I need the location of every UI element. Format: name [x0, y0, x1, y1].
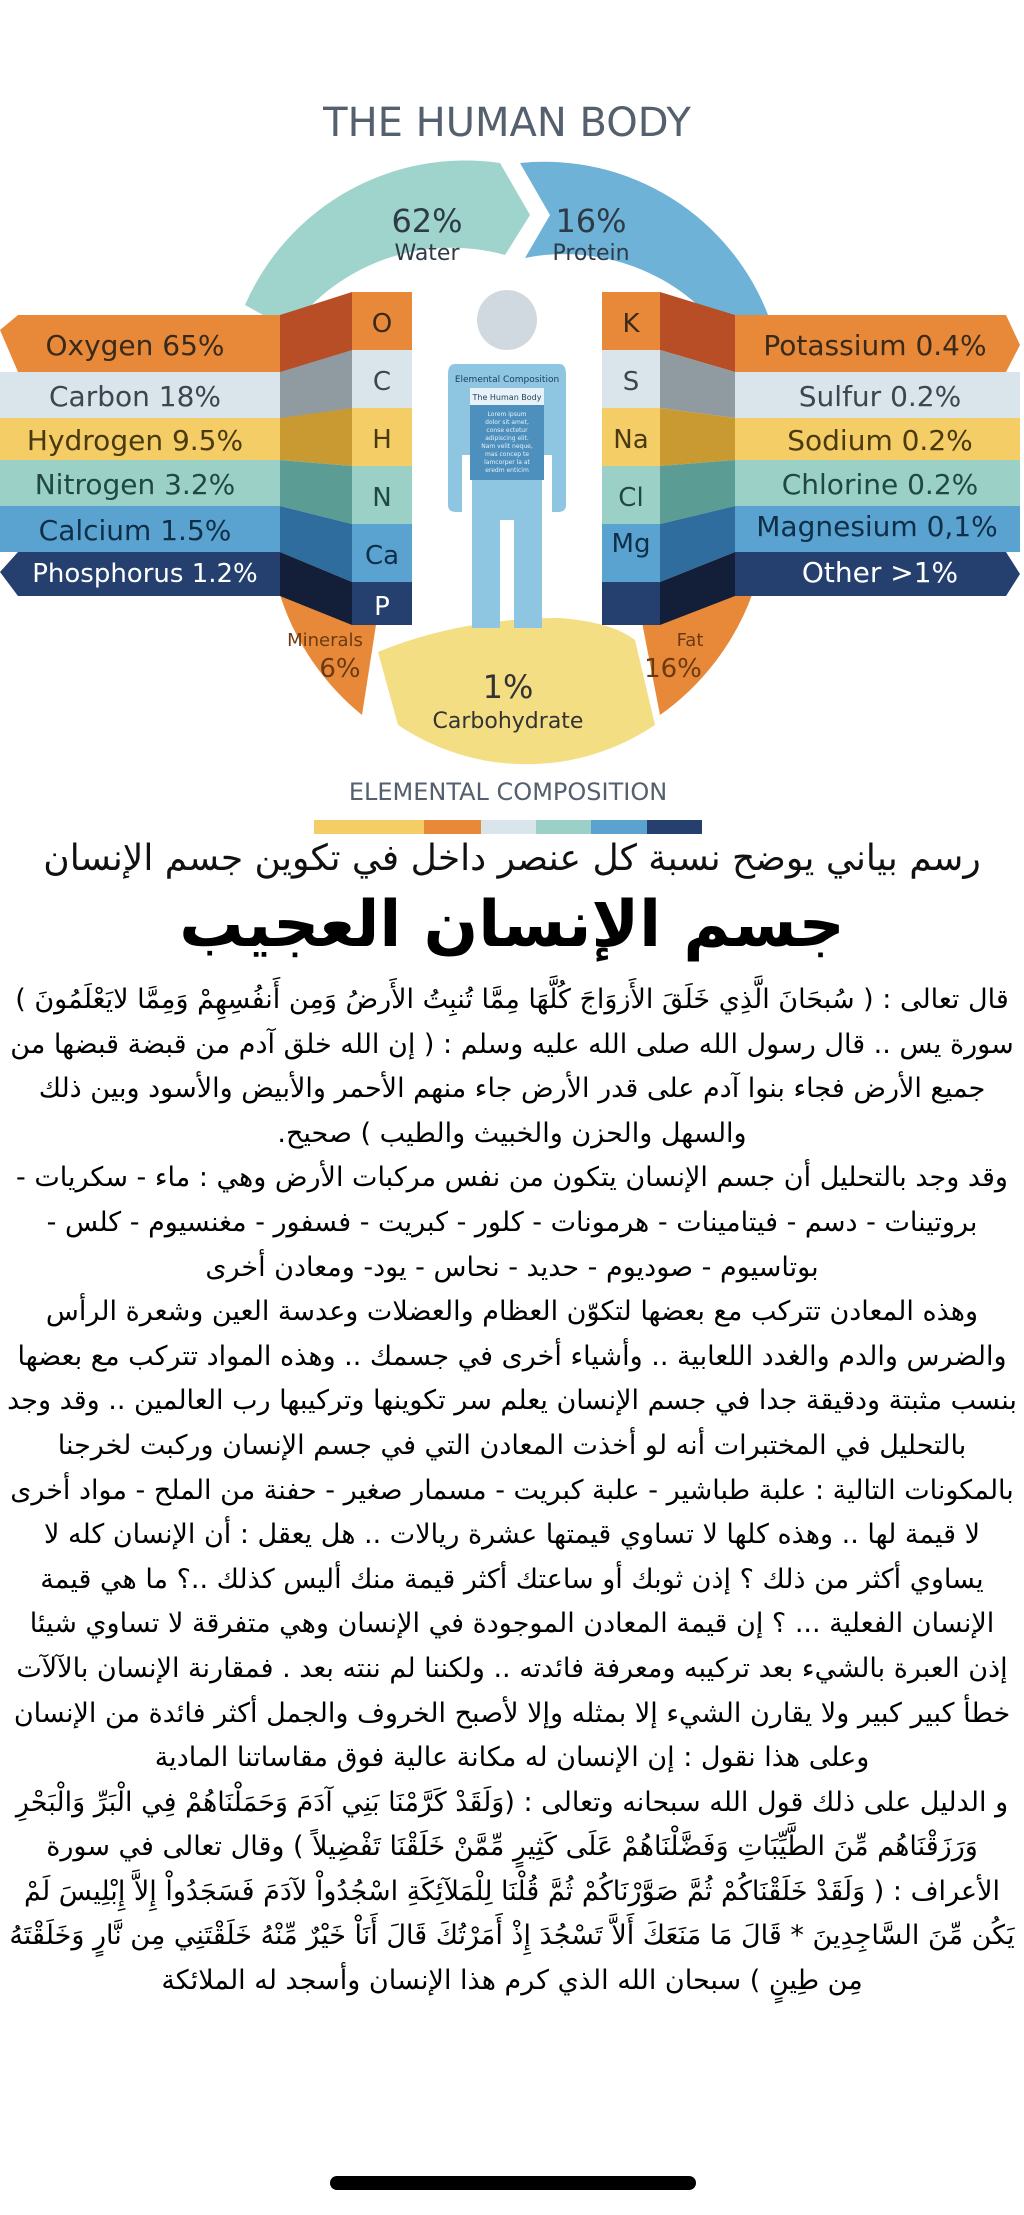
- carbohydrate-value: 1%: [482, 668, 534, 706]
- symbol-calcium: Ca: [364, 541, 400, 571]
- water-label: Water: [394, 241, 460, 266]
- label-phosphorus: Phosphorus 1.2%: [32, 559, 258, 589]
- minerals-value: 6%: [319, 654, 361, 684]
- symbol-oxygen: O: [371, 309, 393, 339]
- label-hydrogen: Hydrogen 9.5%: [26, 424, 244, 457]
- figure-box-line: dolor sit amet,: [485, 419, 529, 426]
- protein-label: Protein: [552, 241, 630, 266]
- label-potassium: Potassium 0.4%: [763, 329, 987, 362]
- label-magnesium: Magnesium 0,1%: [756, 510, 998, 543]
- figure-head: [477, 290, 537, 350]
- infographic-caption: رسم بياني يوضح نسبة كل عنصر داخل في تكوين جسم الإنسان: [43, 838, 981, 879]
- legend-color-strip: [314, 820, 702, 834]
- figure-chest-label: Elemental Composition: [454, 375, 560, 385]
- label-calcium: Calcium 1.5%: [38, 514, 232, 547]
- symbol-sulfur: S: [622, 367, 640, 397]
- fat-value: 16%: [644, 654, 702, 684]
- article-body: [6, 978, 1018, 2004]
- symbol-carbon: C: [372, 367, 392, 397]
- label-nitrogen: Nitrogen 3.2%: [34, 468, 236, 501]
- human-body-infographic: [0, 0, 1024, 840]
- figure-box-line: eredm enticim: [485, 467, 529, 474]
- label-oxygen: Oxygen 65%: [45, 329, 225, 362]
- figure-box-line: Lorem ipsum: [487, 411, 527, 418]
- symbol-potassium: K: [622, 309, 640, 339]
- figure-box-line: mas concep te: [484, 451, 530, 458]
- fat-label: Fat: [676, 630, 704, 651]
- symbol-hydrogen: H: [372, 425, 392, 455]
- protein-value: 16%: [555, 202, 627, 240]
- figure-box-line: Nam velit neque,: [481, 443, 533, 450]
- infographic-title: THE HUMAN BODY: [323, 100, 691, 146]
- figure-box-line: conse ectetur: [486, 427, 528, 434]
- label-chlorine: Chlorine 0.2%: [781, 468, 979, 501]
- home-indicator[interactable]: [330, 2176, 696, 2190]
- label-carbon: Carbon 18%: [48, 380, 222, 413]
- article-paragraph: و الدليل على ذلك قول الله سبحانه وتعالى : (وَلَقَدْ كَرَّمْنَا بَنِي آدَمَ وَحَمَلْنَاهُمْ فِي الْبَرِّ وَالْبَحْرِ وَرَزَقْنَاهُم مِّنَ الطَّيِّبَاتِ وَفَضَّلْنَاهُمْ عَلَى كَثِيرٍ مِّمَّنْ خَلَقْنَا تَفْضِيلاً ) وقال تعالى في سورة الأعراف : ( وَلَقَدْ خَلَقْنَاكُمْ ثُمَّ صَوَّرْنَاكُمْ ثُمَّ قُلْنَا لِلْمَلآئِكَةِ اسْجُدُواْ لآدَمَ فَسَجَدُواْ إِلاَّ إِبْلِيسَ لَمْ يَكُن مِّنَ السَّاجِدِينَ * قَالَ مَا مَنَعَكَ أَلاَّ تَسْجُدَ إِذْ أَمَرْتُكَ قَالَ أَنَاْ خَيْرٌ مِّنْهُ خَلَقْتَنِي مِن نَّارٍ وَخَلَقْتَهُ مِن طِينٍ ) سبحان الله الذي كرم هذا الإنسان وأسجد له الملائكة: [9, 1786, 1015, 1997]
- water-value: 62%: [391, 202, 463, 240]
- figure-box-title: The Human Body: [472, 393, 542, 402]
- human-figure: [448, 290, 566, 628]
- article-paragraph: قال تعالى : ( سُبحَانَ الَّذِي خَلَقَ الأَزوَاجَ كُلَّهَا مِمَّا تُنبِتُ الأَرضُ وَمِن أَنفُسِهِمْ وَمِمَّا لايَعْلَمُونَ ) سورة يس .. قال رسول الله صلى الله عليه وسلم : ( إن الله خلق آدم من قبضة قبضها من جميع الأرض فجاء بنوا آدم على قدر الأرض جاء منهم الأحمر والأبيض والأسود وبين ذلك والسهل والحزن والخبيث والطيب ) صحيح.: [10, 984, 1014, 1149]
- article-paragraph: وقد وجد بالتحليل أن جسم الإنسان يتكون من نفس مركبات الأرض وهي : ماء - سكريات - بروتينات - دسم - فيتامينات - هرمونات - كلور - كبريت - فسفور - مغنسيوم - كلس - بوتاسيوم - صوديوم - حديد - نحاس - يود- ومعادن أخرى: [16, 1162, 1008, 1283]
- symbol-nitrogen: N: [372, 483, 392, 513]
- elemental-composition-label: ELEMENTAL COMPOSITION: [348, 778, 668, 806]
- label-sodium: Sodium 0.2%: [787, 424, 973, 457]
- article-paragraph: وهذه المعادن تتركب مع بعضها لتكوّن العظام والعضلات وعدسة العين وشعرة الرأس والضرس والدم والغدد اللعابية .. وأشياء أخرى في جسمك .. وهذه المواد تتركب مع بعضها بنسب مثبتة ودقيقة جدا في جسم الإنسان يعلم سر تكوينها وتركيبها رب العالمين .. وقد وجد بالتحليل في المختبرات أنه لو أخذت المعادن التي في جسم الإنسان وركبت لخرجنا بالمكونات التالية : علبة طباشير - علبة كبريت - مسمار صغير - حفنة من الملح - مواد أخرى لا قيمة لها .. وهذه كلها لا تساوي قيمتها عشرة ريالات .. هل يعقل : أن الإنسان كله لا يساوي أكثر من ذلك ؟ إذن ثوبك أو ساعتك أكثر قيمة منك أليس كذلك ..؟ ما هي قيمة الإنسان الفعلية ... ؟ إن قيمة المعادن الموجودة في الإنسان وهي متفرقة لا تساوي شيئا إذن العبرة بالشيء بعد تركيبه ومعرفة فائدته .. ولكننا لم ننته بعد . فمقارنة الإنسان بالآلآت خطأ كبير كبير ولا يقارن الشيء إلا بمثله وإلا لأصبح الخروف والجمل أكثر فائدة من الإنسان وعلى هذا نقول : إن الإنسان له مكانة عالية فوق مقاساتنا المادية: [7, 1296, 1017, 1774]
- symbol-sodium: Na: [613, 425, 649, 455]
- figure-box-line: lamcorper la at: [484, 459, 530, 466]
- symbol-phosphorus: P: [374, 592, 390, 622]
- carbohydrate-label: Carbohydrate: [432, 709, 584, 734]
- symbol-chlorine: Cl: [618, 483, 644, 513]
- minerals-label: Minerals: [287, 630, 363, 651]
- symbol-magnesium: Mg: [611, 529, 651, 559]
- figure-box-line: adipiscing elit.: [485, 435, 529, 442]
- article-title: جسم الإنسان العجيب: [179, 888, 845, 962]
- label-sulfur: Sulfur 0.2%: [798, 380, 962, 413]
- label-other: Other >1%: [801, 556, 959, 589]
